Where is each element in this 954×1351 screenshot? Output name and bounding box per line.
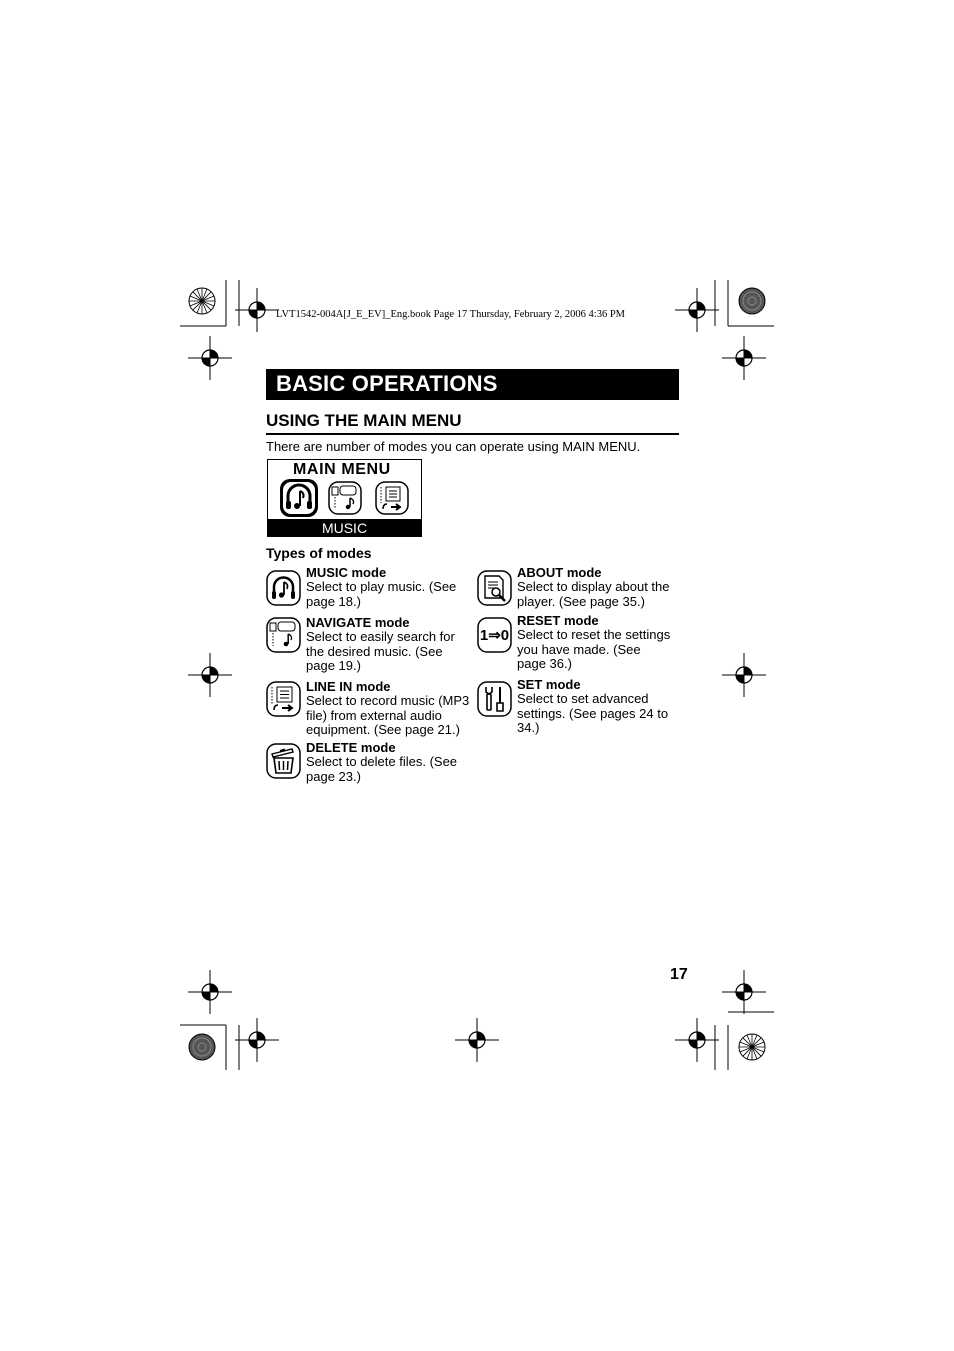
line-in-mode-desc-1: Select to record music (MP3 xyxy=(306,693,470,708)
set-mode-title: SET mode xyxy=(517,677,581,692)
print-header: LVT1542-004A[J_E_EV]_Eng.book Page 17 Thursday, February 2, 2006 4:36 PM xyxy=(276,309,625,320)
delete-mode-title: DELETE mode xyxy=(306,740,396,755)
about-mode-entry xyxy=(517,566,670,609)
navigate-mode-desc-1: Select to easily search for xyxy=(306,629,455,644)
about-mode-title: ABOUT mode xyxy=(517,565,602,580)
about-mode-icon xyxy=(477,570,512,606)
set-mode-desc-1: Select to set advanced xyxy=(517,691,649,706)
navigate-mode-desc-3: page 19.) xyxy=(306,658,361,673)
about-mode-desc-1: Select to display about the xyxy=(517,579,670,594)
music-icon-selected xyxy=(279,478,319,518)
intro-text: There are number of modes you can operate using MAIN MENU. xyxy=(266,439,641,454)
navigate-mode-entry xyxy=(306,616,455,674)
music-mode-title: MUSIC mode xyxy=(306,565,387,580)
set-mode-desc-2: settings. (See pages 24 to xyxy=(517,705,669,721)
subsection-rule xyxy=(266,433,679,435)
delete-mode-desc-2: page 23.) xyxy=(306,768,361,784)
music-mode-icon xyxy=(266,570,301,606)
set-mode-desc-3: 34.) xyxy=(517,720,540,735)
screen-title: MAIN MENU xyxy=(293,461,391,478)
music-mode-desc-1: Select to play music. (See xyxy=(306,579,457,594)
subsection-title: USING THE MAIN MENU xyxy=(266,411,462,430)
screen-selected-label: MUSIC xyxy=(321,520,368,536)
line-in-mode-entry xyxy=(306,680,469,738)
reset-icon-text: 1⇒0 xyxy=(479,627,510,644)
line-in-mode-desc-2: file) from external audio xyxy=(306,707,442,723)
reset-mode-desc-1: Select to reset the settings xyxy=(517,627,671,642)
music-mode-desc-2: page 18.) xyxy=(306,593,361,609)
line-in-mode-icon xyxy=(266,681,301,717)
reset-mode-title: RESET mode xyxy=(517,613,599,628)
reset-mode-icon xyxy=(477,617,512,653)
line-in-mode-desc-3: equipment. (See page 21.) xyxy=(306,722,460,737)
page-number: 17 xyxy=(670,966,688,983)
set-mode-icon xyxy=(477,681,512,717)
navigate-mode-desc-2: the desired music. (See xyxy=(306,643,443,659)
navigate-mode-title: NAVIGATE mode xyxy=(306,615,410,630)
set-mode-entry xyxy=(517,678,668,736)
reset-mode-entry xyxy=(517,614,670,672)
section-title: BASIC OPERATIONS xyxy=(276,371,498,396)
about-mode-desc-2: player. (See page 35.) xyxy=(517,593,645,609)
navigate-icon xyxy=(328,481,362,515)
reset-mode-desc-2: you have made. (See xyxy=(517,641,641,657)
navigate-mode-icon xyxy=(266,617,301,653)
line-in-mode-title: LINE IN mode xyxy=(306,679,391,694)
types-heading: Types of modes xyxy=(266,545,372,561)
delete-mode-icon xyxy=(266,743,301,779)
reset-mode-desc-3: page 36.) xyxy=(517,656,572,671)
delete-mode-entry xyxy=(306,741,457,784)
music-mode-entry xyxy=(306,566,456,609)
line-in-icon xyxy=(375,481,409,515)
delete-mode-desc-1: Select to delete files. (See xyxy=(306,754,458,769)
